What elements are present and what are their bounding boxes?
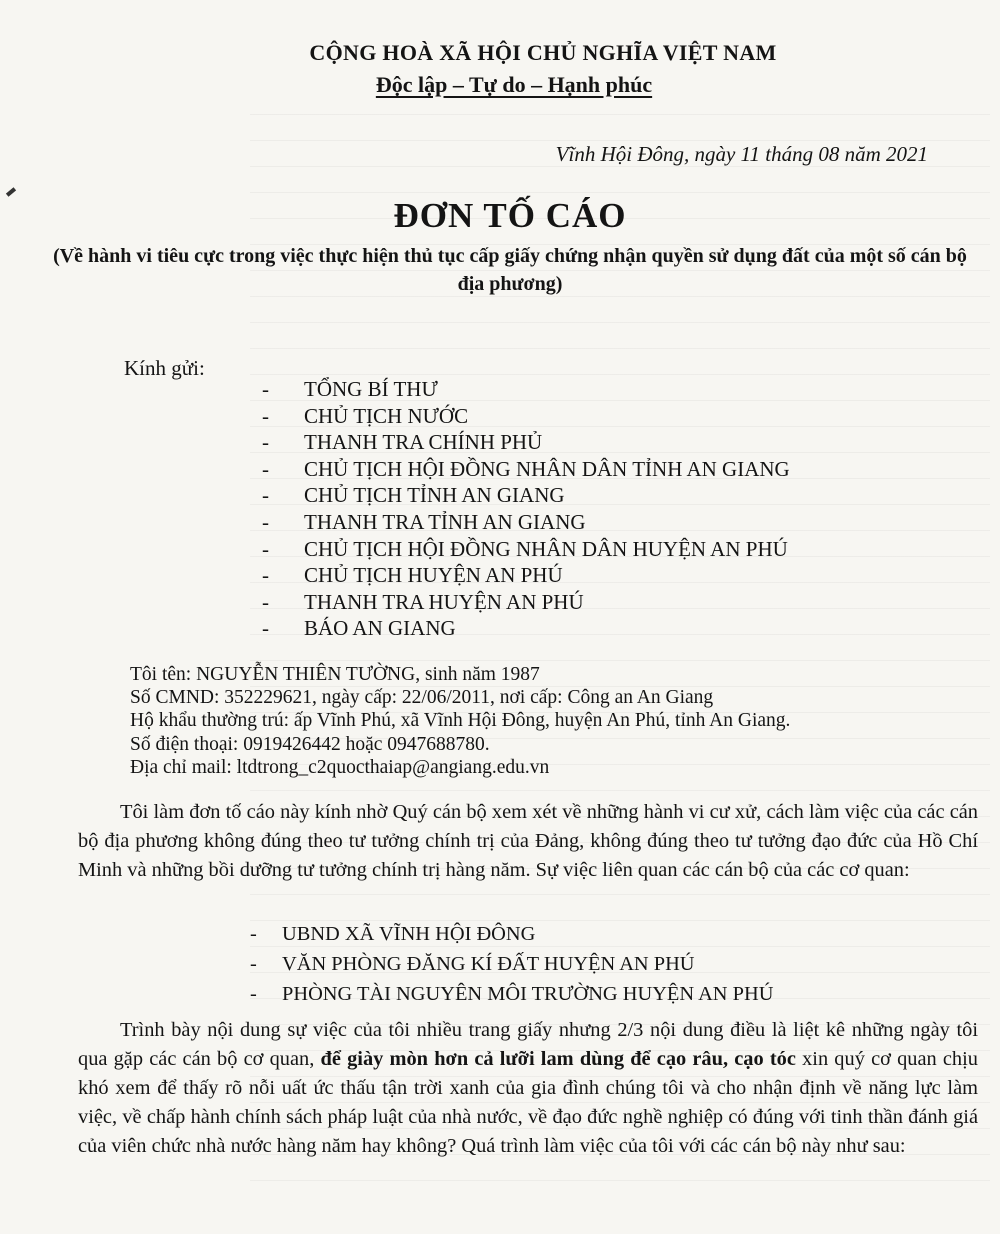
complainant-phone: Số điện thoại: 0919426442 hoặc 0947688780. [130,733,490,755]
recipient-item: - THANH TRA CHÍNH PHỦ [262,430,543,455]
agency-item: - VĂN PHÒNG ĐĂNG KÍ ĐẤT HUYỆN AN PHÚ [250,953,695,975]
body-paragraph-2: Trình bày nội dung sự việc của tôi nhiều trang giấy nhưng 2/3 nội dung điều là liệt kê những ngày tôi qua gặp các cán bộ cơ quan, để giày mòn hơn cả lưỡi lam dùng để cạo râu, cạo tóc xin quý cơ quan chịu khó xem để thấy rõ nỗi uất ức thấu tận trời xanh của gia đình chúng tôi và cho nhận định về năng lực làm việc, về chấp hành chính sách pháp luật của nhà nước, về đạo đức nghề nghiệp có đúng với tinh thần đánh giá của viên chức nhà nước hàng năm hay không? Quá trình làm việc của tôi với các cán bộ này như sau: [78,1019,978,1157]
agency-list [250,919,773,1009]
complainant-name: Tôi tên: NGUYỄN THIÊN TƯỜNG, sinh năm 1987 [130,664,540,685]
complainant-email: Địa chỉ mail: ltdtrong_c2quocthaiap@angiang.edu.vn [130,756,550,778]
recipient-item: - CHỦ TỊCH HỘI ĐỒNG NHÂN DÂN TỈNH AN GIANG [262,456,790,481]
recipient-item: - BÁO AN GIANG [262,616,456,641]
agency-item: - PHÒNG TÀI NGUYÊN MÔI TRƯỜNG HUYỆN AN PHÚ [250,983,774,1005]
recipient-item: - CHỦ TỊCH HỘI ĐỒNG NHÂN DÂN HUYỆN AN PHÚ [262,536,788,561]
salutation: Kính gửi: [124,356,205,380]
complainant-id: Số CMND: 352229621, ngày cấp: 22/06/2011, nơi cấp: Công an An Giang [130,687,714,709]
recipient-list [262,376,790,642]
recipient-item: - THANH TRA HUYỆN AN PHÚ [262,589,584,614]
complainant-info [130,663,790,779]
recipient-item: - THANH TRA TỈNH AN GIANG [262,509,586,534]
agency-item: - UBND XÃ VĨNH HỘI ĐÔNG [250,923,536,945]
recipient-item: - TỔNG BÍ THƯ [262,377,438,401]
complainant-address: Hộ khẩu thường trú: ấp Vĩnh Phú, xã Vĩnh Hội Đông, huyện An Phú, tỉnh An Giang. [130,710,791,732]
dateline: Vĩnh Hội Đông, ngày 11 tháng 08 năm 2021 [555,142,928,166]
recipient-item: - CHỦ TỊCH TỈNH AN GIANG [262,483,565,508]
national-header: CỘNG HOÀ XÃ HỘI CHỦ NGHĨA VIỆT NAM [309,40,777,65]
national-motto: Độc lập – Tự do – Hạnh phúc [375,72,653,97]
recipient-item: - CHỦ TỊCH NƯỚC [262,403,469,428]
emphasis-text: để giày mòn hơn cả lưỡi lam dùng để cạo râu, cạo tóc [320,1048,796,1070]
body-paragraph-1: Tôi làm đơn tố cáo này kính nhờ Quý cán bộ xem xét về những hành vi cư xử, cách làm việc của các cán bộ địa phương không đúng theo tư tưởng chính trị của Đảng, không đúng theo tư tưởng đạo đức của Hồ Chí Minh và những bồi dưỡng tư tưởng chính trị hàng năm. Sự việc liên quan các cán bộ của các cơ quan: [78,801,978,881]
recipient-item: - CHỦ TỊCH HUYỆN AN PHÚ [262,563,563,588]
document-title: ĐƠN TỐ CÁO [393,196,627,235]
document-subtitle: (Về hành vi tiêu cực trong việc thực hiện thủ tục cấp giấy chứng nhận quyền sử dụng đất của một số cán bộ địa phương) [53,245,967,295]
